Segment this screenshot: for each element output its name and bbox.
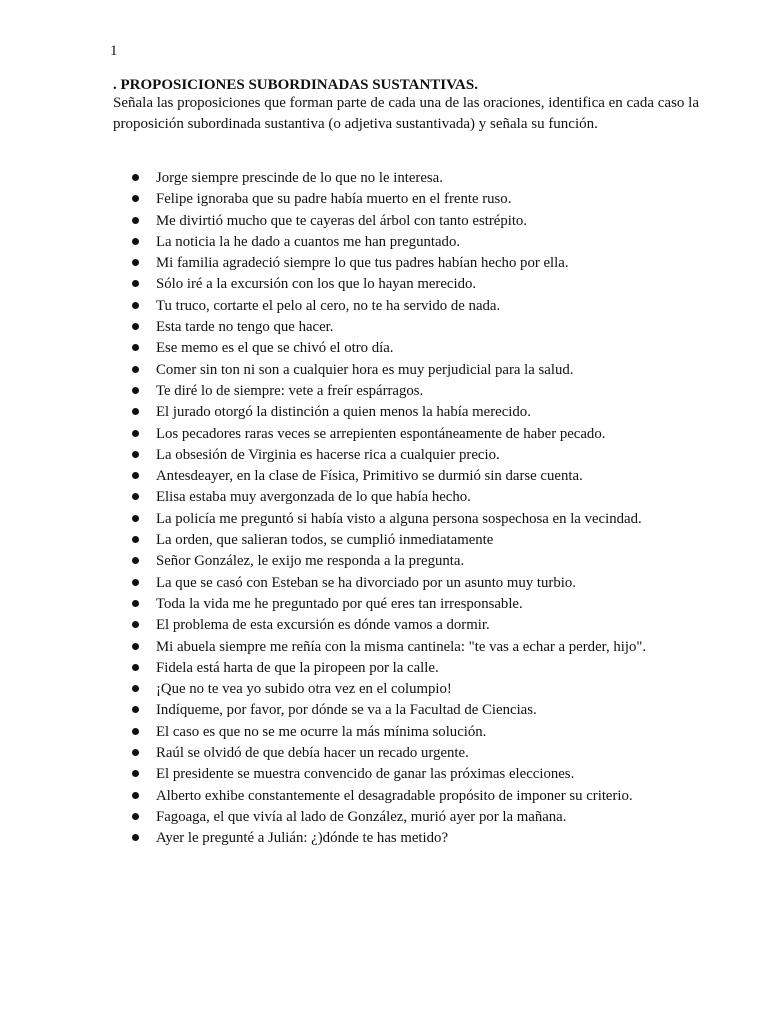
list-item (113, 700, 723, 721)
list-item-text: Sólo iré a la excursión con los que lo hayan merecido. (156, 276, 477, 293)
list-item (113, 466, 723, 487)
list-item-text: Jorge siempre prescinde de lo que no le interesa. (156, 170, 443, 186)
bullet-icon (132, 323, 139, 330)
bullet-icon (132, 834, 139, 841)
instructions-paragraph: Señala las proposiciones que forman parte de cada una de las oraciones, identifica en cada caso la proposición subordinada sustantiva (o adjetiva sustantivada) y señala su función. (113, 95, 699, 132)
bullet-icon (132, 280, 139, 287)
sentence-list (113, 168, 723, 850)
list-item-text: Antesdeayer, en la clase de Física, Primitivo se durmió sin darse cuenta. (156, 468, 583, 485)
bullet-icon (132, 770, 139, 777)
list-item-text: La obsesión de Virginia es hacerse rica a cualquier precio. (156, 446, 500, 463)
list-item (113, 807, 723, 828)
bullet-icon (132, 643, 139, 650)
list-item (113, 253, 723, 274)
document-title: . PROPOSICIONES SUBORDINADAS SUSTANTIVAS. (113, 77, 478, 93)
list-item-text: Mi familia agradeció siempre lo que tus padres habían hecho por ella. (156, 255, 569, 272)
bullet-icon (132, 664, 139, 671)
list-item (113, 232, 723, 253)
bullet-icon (132, 813, 139, 820)
bullet-icon (132, 408, 139, 415)
bullet-icon (132, 344, 139, 351)
list-item (113, 786, 723, 807)
list-item (113, 637, 723, 658)
list-item (113, 764, 723, 785)
list-item (113, 317, 723, 338)
bullet-icon (132, 557, 139, 564)
list-item-text: El problema de esta excursión es dónde vamos a dormir. (156, 617, 490, 634)
list-item-text: El caso es que no se me ocurre la más mínima solución. (156, 723, 487, 740)
list-item (113, 487, 723, 508)
list-item-text: Ayer le pregunté a Julián: ¿)dónde te has metido? (156, 830, 449, 847)
bullet-icon (132, 195, 139, 202)
bullet-icon (132, 217, 139, 224)
list-item (113, 679, 723, 700)
bullet-icon (132, 366, 139, 373)
list-item-text: Esta tarde no tengo que hacer. (156, 319, 334, 336)
page-number: 1 (110, 43, 118, 59)
bullet-icon (132, 430, 139, 437)
list-item-text: La policía me preguntó si había visto a alguna persona sospechosa en la vecindad. (156, 510, 642, 527)
list-item (113, 360, 723, 381)
list-item-text: Raúl se olvidó de que debía hacer un recado urgente. (156, 745, 469, 762)
list-item (113, 424, 723, 445)
list-item-text: Te diré lo de siempre: vete a freír espárragos. (156, 382, 424, 399)
bullet-icon (132, 302, 139, 309)
list-item-text: Los pecadores raras veces se arrepienten espontáneamente de haber pecado. (156, 425, 606, 442)
bullet-icon (132, 621, 139, 628)
bullet-icon (132, 472, 139, 479)
list-item-text: Tu truco, cortarte el pelo al cero, no te ha servido de nada. (156, 297, 501, 314)
bullet-icon (132, 174, 139, 181)
list-item (113, 658, 723, 679)
bullet-icon (132, 536, 139, 543)
list-item (113, 168, 723, 189)
list-item-text: Fagoaga, el que vivía al lado de González, murió ayer por la mañana. (156, 808, 567, 825)
list-item (113, 743, 723, 764)
list-item-text: Fidela está harta de que la piropeen por la calle. (156, 659, 439, 676)
list-item-text: Comer sin ton ni son a cualquier hora es muy perjudicial para la salud. (156, 361, 574, 378)
list-item (113, 189, 723, 210)
list-item (113, 722, 723, 743)
list-item (113, 573, 723, 594)
list-item-text: El jurado otorgó la distinción a quien menos la había merecido. (156, 404, 531, 421)
list-item (113, 211, 723, 232)
list-item (113, 594, 723, 615)
bullet-icon (132, 749, 139, 756)
list-item-text: Toda la vida me he preguntado por qué eres tan irresponsable. (156, 595, 523, 612)
bullet-icon (132, 728, 139, 735)
list-item-text: Elisa estaba muy avergonzada de lo que había hecho. (156, 489, 471, 506)
list-item-text: La noticia la he dado a cuantos me han preguntado. (156, 233, 461, 250)
list-item (113, 509, 723, 530)
bullet-icon (132, 387, 139, 394)
list-item-text: Felipe ignoraba que su padre había muerto en el frente ruso. (156, 191, 512, 208)
list-item-text: Me divirtió mucho que te cayeras del árbol con tanto estrépito. (156, 212, 528, 229)
list-item (113, 402, 723, 423)
list-item-text: Señor González, le exijo me responda a la pregunta. (156, 553, 465, 570)
list-item-text: Mi abuela siempre me reñía con la misma cantinela: "te vas a echar a perder, hijo". (156, 638, 647, 655)
list-item-text: Ese memo es el que se chivó el otro día. (156, 340, 394, 357)
list-item-text: El presidente se muestra convencido de ganar las próximas elecciones. (156, 766, 575, 783)
bullet-icon (132, 493, 139, 500)
bullet-icon (132, 515, 139, 522)
list-item (113, 338, 723, 359)
list-item (113, 296, 723, 317)
list-item-text: La que se casó con Esteban se ha divorciado por un asunto muy turbio. (156, 574, 576, 591)
bullet-icon (132, 259, 139, 266)
bullet-icon (132, 451, 139, 458)
list-item (113, 381, 723, 402)
list-item-text: ¡Que no te vea yo subido otra vez en el columpio! (156, 681, 452, 698)
bullet-icon (132, 792, 139, 799)
list-item-text: Alberto exhibe constantemente el desagradable propósito de imponer su criterio. (156, 787, 633, 804)
list-item (113, 445, 723, 466)
list-item (113, 828, 723, 849)
bullet-icon (132, 706, 139, 713)
list-item (113, 530, 723, 551)
list-item (113, 274, 723, 295)
bullet-icon (132, 579, 139, 586)
list-item-text: Indíqueme, por favor, por dónde se va a la Facultad de Ciencias. (156, 702, 537, 719)
bullet-icon (132, 685, 139, 692)
list-item (113, 615, 723, 636)
list-item-text: La orden, que salieran todos, se cumplió inmediatamente (156, 532, 494, 549)
bullet-icon (132, 600, 139, 607)
bullet-icon (132, 238, 139, 245)
list-item (113, 551, 723, 572)
